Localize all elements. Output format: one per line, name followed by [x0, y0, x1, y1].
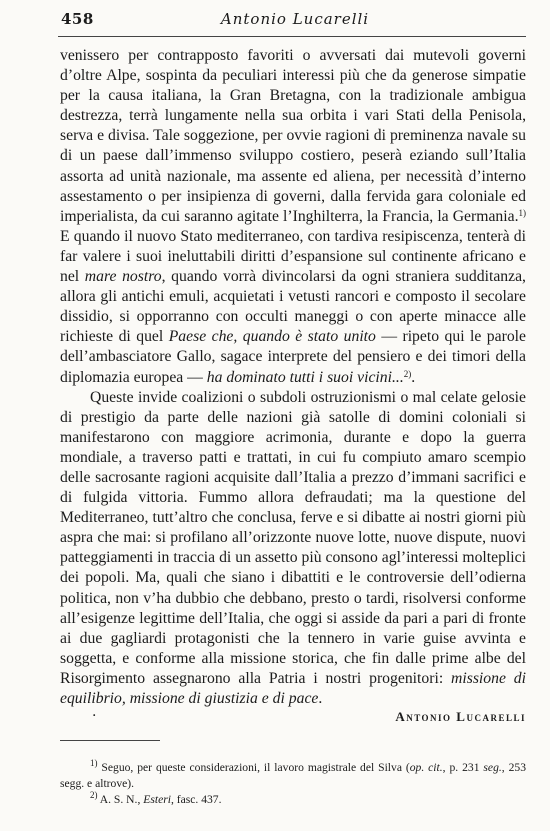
author-signature: Antonio Lucarelli: [395, 709, 526, 724]
paragraph-1-text-d: — ripeto qui le parole dell’ambasciatore Gallo, sagace interprete del pensiero e dei timori della diplomazia europea —: [60, 328, 526, 386]
footnote-1-op-cit: op. cit.: [409, 761, 443, 774]
footnote-ref-1: 1): [518, 207, 526, 218]
footnote-1-text-c: , 253 segg. e altrove).: [60, 761, 526, 790]
paragraph-1-end: .: [411, 368, 416, 386]
italic-mare-nostro: mare nostro: [84, 268, 162, 286]
paragraph-1-text-a: venissero per contrapposto favoriti o avversati dai mutevoli governi d’oltre Alpe, sospinta da peculiari interessi più che da generose simpatie per la causa italiana, la Gran Bretagna, con la tradizionale ambigua destrezza, terrà lungamente nella sua orbita i vari Stati della Penisola, serva e divisa. Tale soggezione, per ovvie ragioni di preminenza navale su di un paese dall’immenso sviluppo costiero, peserà eziando sull’Italia assorta ad unità nazionale, ma assente ed aliena, per necessità d’interno assestamento o per insipienza di governi, dalla fervida gara coloniale ed imperialista, da cui saranno agitate l’Inghilterra, la Francia, la Germania.: [60, 47, 526, 225]
footnote-1-text-a: Seguo, per queste considerazioni, il lavoro magistrale del Silva (: [97, 761, 410, 774]
footnote-2-mark: 2): [90, 790, 98, 800]
header-divider: [58, 36, 526, 37]
paragraph-1-text-c: , quando vorrà divincolarsi da ogni straniera sudditanza, allora gli antichi emuli, acquietati i vetusti rancori e composto il secolare dissidio, si opporranno con occulti maneggi o con aperte minacce alle richieste di quel: [60, 268, 526, 346]
italic-dominato-quote: ha dominato tutti i suoi vicini...: [206, 368, 404, 386]
paragraph-2-text-a: Queste invide coalizioni o subdoli ostruzionismi o mal celate gelosie di prestigio da parte delle nazioni già satolle di domini coloniali si manifestarono con maggiore acrimonia, durante e dopo la guerra mondiale, a traverso patti e trattati, in cui fu compiuto amaro scempio delle sacrosante ragioni acquisite dall’Italia a prezzo d’immani sacrifici e di fulgida vittoria. Fummo allora defraudati; ma la questione del Mediterraneo, tutt’altro che conclusa, ferve e si dibatte ai nostri giorni più aspra che mai: si profilano all’orizzonte nuove lotte, nuove dispute, nuovi patteggiamenti in traccia di un assetto più consono agl’interessi molteplici dei popoli. Ma, quali che siano i dibattiti e le controversie dell’odierna politica, non v’ha dubbio che debbano, presto o tardi, risolversi conforme all’esigenze legittime dell’Italia, che oggi si asside da pari a pari di fronte ai due gagliardi protagonisti che la tennero in varie guise avvinta e soggetta, e conforme alla missione storica, che fin dalle prime albe del Risorgimento assegnarono alla Patria i nostri progenitori:: [60, 388, 526, 687]
paragraph-1-text-b: E quando il nuovo Stato mediterraneo, con tardiva resipiscenza, tenterà di far valere i suoi ineluttabili diritti d’espansione sul continente africano e nel: [60, 227, 526, 286]
italic-paese-quote: Paese che, quando è stato unito: [168, 328, 376, 346]
page-number: 458: [61, 10, 94, 28]
footnote-1-seg: seg.: [483, 761, 502, 774]
footnote-2-text-b: , fasc. 437.: [170, 793, 222, 806]
paragraph-2-end: .: [318, 690, 323, 707]
footnote-2-text-a: A. S. N.,: [97, 793, 144, 806]
body-text: [60, 46, 526, 709]
footnote-ref-2: 2): [403, 368, 412, 379]
footnote-2: [60, 792, 526, 808]
italic-missione: missione di equilibrio, missione di giustizia e di pace: [60, 669, 526, 707]
paragraph-1: [60, 46, 526, 388]
footnote-2-esteri: Esteri: [143, 793, 171, 806]
footnote-1-mark: 1): [90, 758, 98, 768]
signature-row: [60, 708, 526, 728]
running-header-title: Antonio Lucarelli: [220, 10, 370, 28]
signature-dot: ·: [92, 708, 97, 724]
footnote-1-text-b: , p. 231: [442, 761, 484, 774]
footnotes: [60, 760, 526, 808]
footnote-1: [60, 760, 526, 792]
footnote-divider: [60, 740, 160, 741]
paragraph-2: [60, 388, 526, 710]
